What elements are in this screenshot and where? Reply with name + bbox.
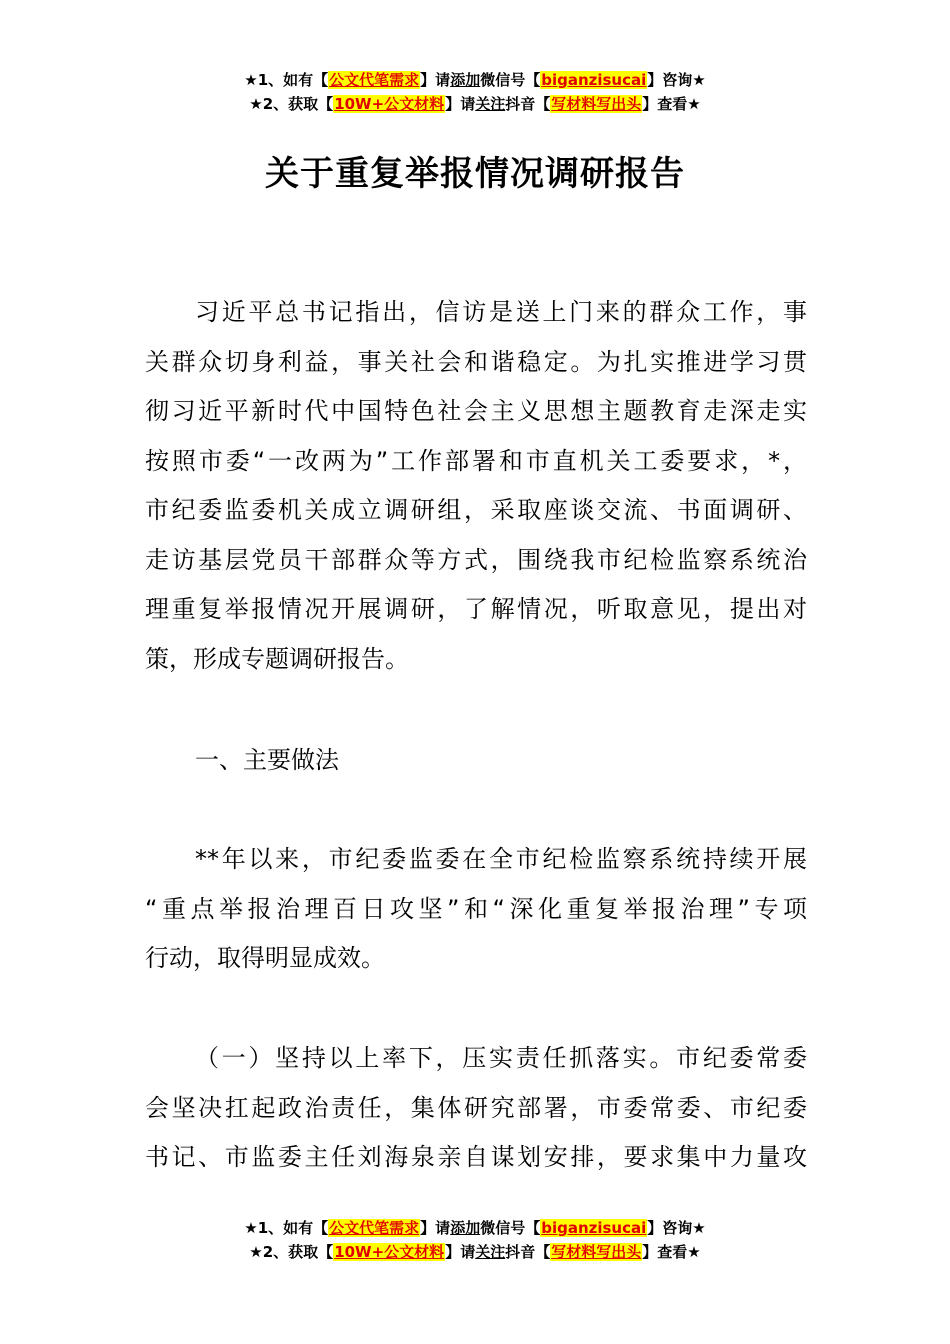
- text-line: 关群众切身利益，事关社会和谐稳定。为扎实推进学习贯: [145, 347, 807, 376]
- text-line: 市纪委监委机关成立调研组，采取座谈交流、书面调研、: [145, 496, 807, 524]
- page-title: 关于重复举报情况调研报告: [265, 154, 685, 194]
- highlight-text: 公文代笔需求: [329, 71, 420, 89]
- highlight-text: biganzisucai: [541, 1219, 647, 1237]
- banner-text: 】查看★: [642, 1243, 701, 1261]
- underlined-text: 添加: [450, 1219, 481, 1237]
- banner-text: 】请: [445, 1243, 476, 1261]
- text-line: **年以来，市纪委监委在全市纪检监察系统持续开展: [195, 845, 807, 873]
- underlined-text: 添加: [450, 71, 481, 89]
- banner-line-1: [0, 1216, 950, 1240]
- banner-text: 】请: [420, 1219, 451, 1237]
- text-line: 彻习近平新时代中国特色社会主义思想主题教育走深走实: [145, 397, 807, 425]
- banner-line-1: [0, 68, 950, 92]
- highlight-text: 写材料写出头: [551, 1243, 642, 1261]
- header-banner: [0, 68, 950, 116]
- highlight-text: 10W+公文材料: [334, 95, 445, 113]
- highlight-text: 公文代笔需求: [329, 1219, 420, 1237]
- underlined-text: 关注: [475, 95, 506, 113]
- banner-text: ★1、如有【: [244, 1219, 329, 1237]
- heading-line: 一、主要做法: [195, 746, 339, 774]
- paragraph-section-1: [145, 1034, 807, 1183]
- text-line: “重点举报治理百日攻坚”和“深化重复举报治理”专项: [145, 894, 807, 923]
- banner-text: 微信号【: [480, 1219, 541, 1237]
- banner-text: 】请: [420, 71, 451, 89]
- highlight-text: biganzisucai: [541, 71, 647, 89]
- text-line: 书记、市监委主任刘海泉亲自谋划安排，要求集中力量攻: [145, 1143, 807, 1171]
- section-heading: [145, 736, 807, 786]
- banner-text: ★2、获取【: [249, 95, 334, 113]
- paragraph-overview: [145, 835, 807, 984]
- text-line: 理重复举报情况开展调研，了解情况，听取意见，提出对: [145, 595, 807, 623]
- banner-text: 】咨询★: [647, 1219, 706, 1237]
- banner-text: 微信号【: [480, 71, 541, 89]
- paragraph-intro: [145, 288, 807, 684]
- text-line: （一）坚持以上率下，压实责任抓落实。市纪委常委: [195, 1044, 807, 1072]
- banner-line-2: [0, 1240, 950, 1264]
- footer-banner: [0, 1216, 950, 1264]
- text-line: 策，形成专题调研报告。: [145, 644, 409, 673]
- text-line: 走访基层党员干部群众等方式，围绕我市纪检监察系统治: [145, 545, 807, 574]
- highlight-text: 写材料写出头: [551, 95, 642, 113]
- banner-text: 】请: [445, 95, 476, 113]
- banner-text: 抖音【: [505, 95, 551, 113]
- highlight-text: 10W+公文材料: [334, 1243, 445, 1261]
- banner-text: 抖音【: [505, 1243, 551, 1261]
- banner-text: 】查看★: [642, 95, 701, 113]
- text-line: 习近平总书记指出，信访是送上门来的群众工作，事: [195, 298, 807, 326]
- text-line: 按照市委“一改两为”工作部署和市直机关工委要求，*，: [145, 446, 807, 475]
- text-line: 会坚决扛起政治责任，集体研究部署，市委常委、市纪委: [145, 1093, 807, 1122]
- banner-text: ★2、获取【: [249, 1243, 334, 1261]
- banner-text: 】咨询★: [647, 71, 706, 89]
- text-line: 行动，取得明显成效。: [145, 944, 385, 972]
- underlined-text: 关注: [475, 1243, 506, 1261]
- banner-line-2: [0, 92, 950, 116]
- banner-text: ★1、如有【: [244, 71, 329, 89]
